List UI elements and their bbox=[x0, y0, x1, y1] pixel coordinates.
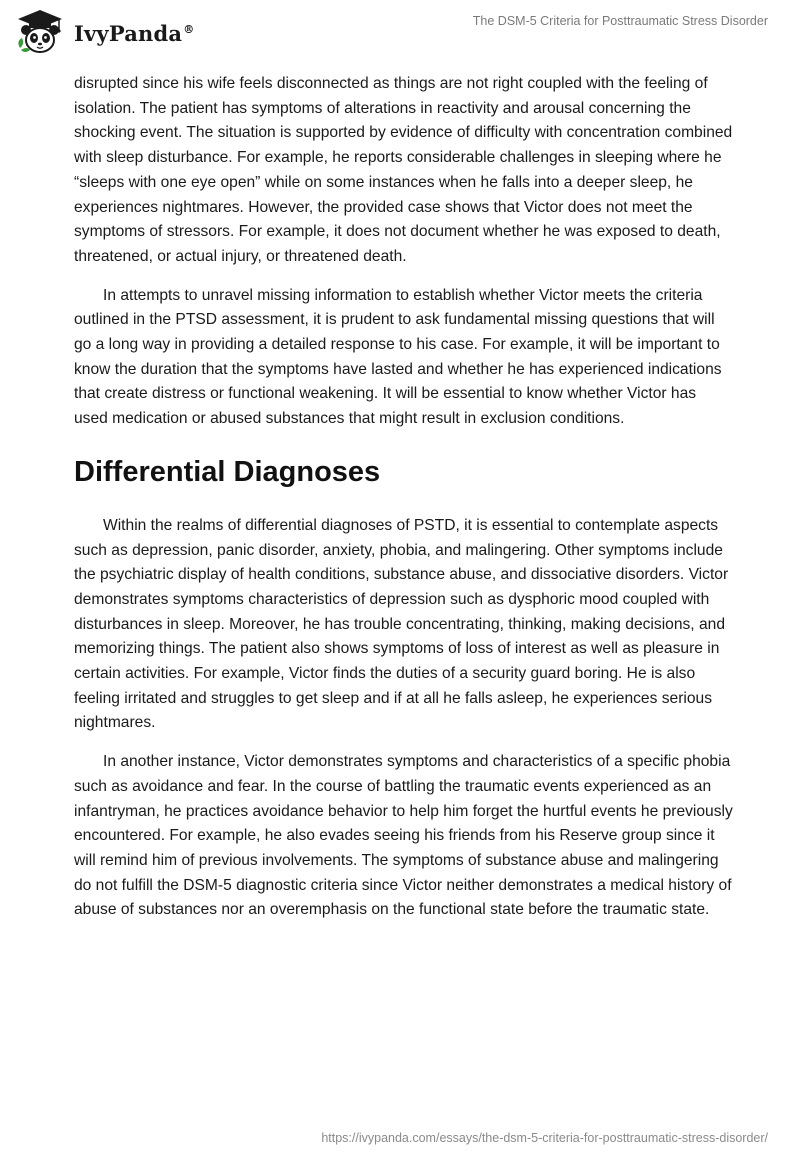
paragraph: disrupted since his wife feels disconnected as things are not right coupled with the feeling of isolation. The patient has symptoms of alterations in reactivity and arousal concerning the shocking event. The situation is supported by evidence of difficulty with concentration combined with sleep disturbance. For example, he reports considerable challenges in sleeping where he “sleeps with one eye open” while on some instances when he falls into a deeper sleep, he experiences nightmares. However, the provided case shows that Victor does not meet the symptoms of stressors. For example, it does not document whether he was exposed to death, threatened, or actual injury, or threatened death. bbox=[74, 75, 733, 265]
ivypanda-logo[interactable] bbox=[12, 8, 194, 56]
paragraph: In another instance, Victor demonstrates symptoms and characteristics of a specific phobia such as avoidance and fear. In the course of battling the traumatic events experienced as an infantryman, he practices avoidance behavior to help him forget the hurtful events he previously encountered. For example, he also evades seeing his friends from his Reserve group since it will remind him of previous involvements. The symptoms of substance abuse and malingering do not fulfill the DSM-5 diagnostic criteria since Victor neither demonstrates a medical history of abuse of substances nor an overemphasis on the functional state before the traumatic state. bbox=[74, 753, 733, 919]
page-header bbox=[0, 0, 800, 64]
logo-text: IvyPanda® bbox=[74, 20, 195, 46]
document-title: The DSM-5 Criteria for Posttraumatic Stress Disorder bbox=[472, 14, 768, 28]
panda-graduation-cap-icon bbox=[12, 8, 68, 56]
section-heading: Differential Diagnoses bbox=[74, 455, 381, 488]
paragraph: Within the realms of differential diagnoses of PSTD, it is essential to contemplate aspects such as depression, panic disorder, anxiety, phobia, and malingering. Other symptoms include the psychiatric display of health conditions, substance abuse, and dissociative disorders. Victor demonstrates symptoms characteristics of depression such as dysphoric mood coupled with disturbances in sleep. Moreover, he has trouble concentrating, thinking, making decisions, and memorizing things. The patient also shows symptoms of loss of interest as well as pleasure in certain activities. For example, Victor finds the duties of a security guard boring. He is also feeling irritated and struggles to get sleep and if at all he falls asleep, he experiences serious nightmares. bbox=[74, 516, 729, 732]
essay-content bbox=[74, 72, 734, 937]
source-url[interactable]: https://ivypanda.com/essays/the-dsm-5-criteria-for-posttraumatic-stress-disorder/ bbox=[321, 1131, 768, 1145]
paragraph: In attempts to unravel missing information to establish whether Victor meets the criteria outlined in the PTSD assessment, it is prudent to ask fundamental missing questions that will go a long way in providing a detailed response to his case. For example, it will be important to know the duration that the symptoms have lasted and whether he has experienced indications that create distress or functional weakening. It will be essential to know whether Victor has used medication or abused substances that might result in exclusion conditions. bbox=[74, 286, 722, 428]
